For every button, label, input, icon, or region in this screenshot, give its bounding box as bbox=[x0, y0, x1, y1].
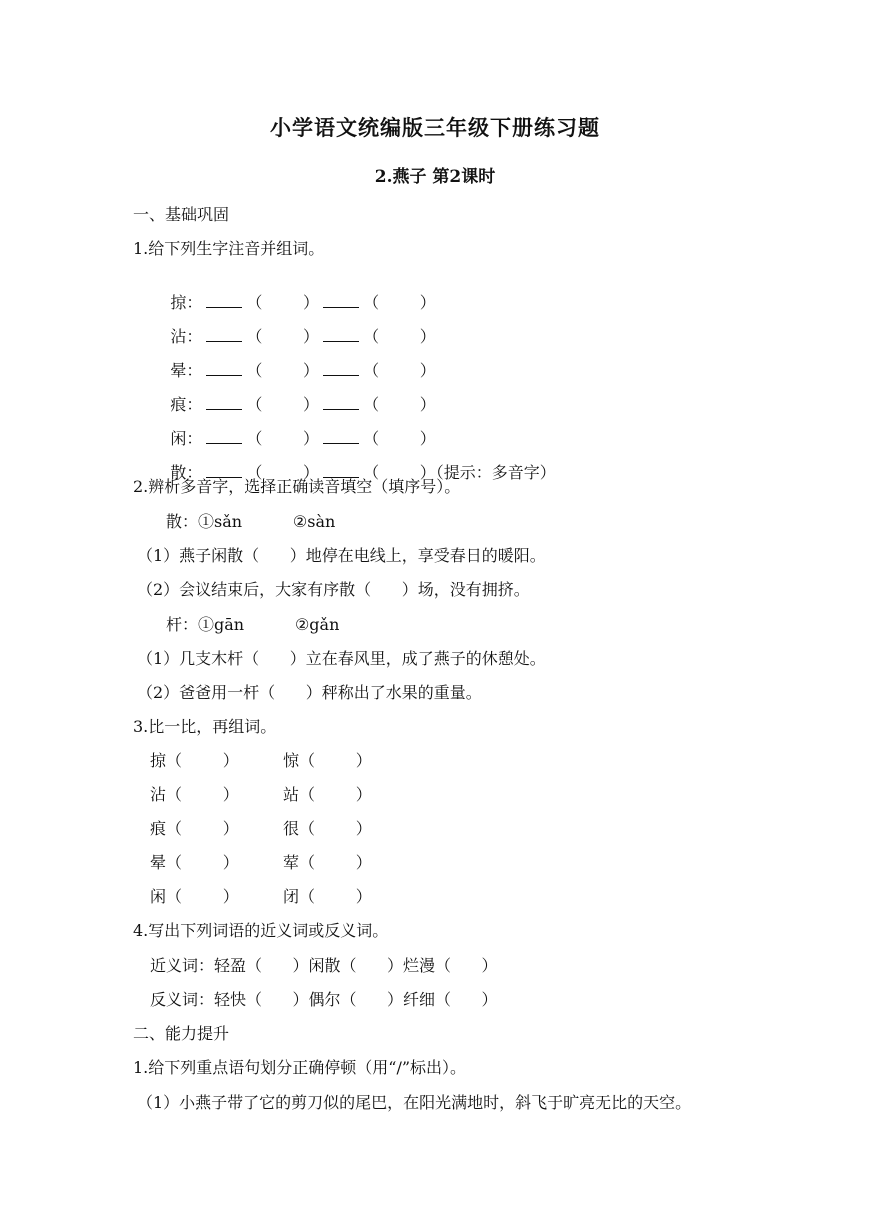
compare-item-right[interactable]: 荤（ ） bbox=[283, 853, 372, 872]
pinyin-blank[interactable] bbox=[323, 293, 359, 308]
paren-blank[interactable]: （ ） bbox=[363, 429, 436, 448]
paren-blank[interactable]: （ ） bbox=[246, 293, 320, 312]
compare-item-left[interactable]: 沾（ ） bbox=[150, 785, 239, 804]
pause-sentence-1[interactable]: （1）小燕子带了它的剪刀似的尾巴，在阳光满地时，斜飞于旷亮无比的天空。 bbox=[137, 1093, 692, 1112]
pinyin-blank[interactable] bbox=[206, 463, 242, 478]
row-char: 晕： bbox=[170, 361, 203, 380]
antonym-row[interactable]: 反义词：轻快（ ）偶尔（ ）纤细（ ） bbox=[150, 990, 498, 1009]
san-sentence-2[interactable]: （2）会议结束后，大家有序散（ ）场，没有拥挤。 bbox=[137, 580, 530, 599]
paren-blank[interactable]: （ ） bbox=[246, 395, 320, 414]
paren-blank[interactable]: （ ） bbox=[363, 463, 436, 482]
page-title: 小学语文统编版三年级下册练习题 bbox=[270, 115, 600, 140]
pinyin-blank[interactable] bbox=[206, 395, 242, 410]
section-heading-basics: 一、基础巩固 bbox=[133, 205, 230, 224]
question-1-prompt: 1.给下列生字注音并组词。 bbox=[133, 239, 325, 258]
compare-item-right[interactable]: 闭（ ） bbox=[283, 887, 372, 906]
pause-question-prompt: 1.给下列重点语句划分正确停顿（用“/”标出）。 bbox=[133, 1058, 467, 1077]
paren-blank[interactable]: （ ） bbox=[363, 327, 436, 346]
compare-item-left[interactable]: 掠（ ） bbox=[150, 751, 239, 770]
compare-item-right[interactable]: 很（ ） bbox=[283, 819, 372, 838]
pinyin-blank[interactable] bbox=[206, 327, 242, 342]
paren-blank[interactable]: （ ） bbox=[363, 293, 436, 312]
compare-item-left[interactable]: 闲（ ） bbox=[150, 887, 239, 906]
pinyin-blank[interactable] bbox=[206, 429, 242, 444]
san-readings: 散：①sǎn ②sàn bbox=[166, 512, 336, 531]
compare-item-right[interactable]: 站（ ） bbox=[283, 785, 372, 804]
pinyin-blank[interactable] bbox=[323, 463, 359, 478]
pinyin-blank[interactable] bbox=[323, 429, 359, 444]
row-char: 掠： bbox=[170, 293, 203, 312]
row-char: 沾： bbox=[170, 327, 203, 346]
gan-sentence-2[interactable]: （2）爸爸用一杆（ ）秤称出了水果的重量。 bbox=[137, 683, 482, 702]
paren-blank[interactable]: （ ） bbox=[246, 361, 320, 380]
section-heading-ability: 二、能力提升 bbox=[133, 1024, 230, 1043]
gan-sentence-1[interactable]: （1）几支木杆（ ）立在春风里，成了燕子的休憩处。 bbox=[137, 649, 546, 668]
pinyin-blank[interactable] bbox=[323, 327, 359, 342]
pinyin-blank[interactable] bbox=[206, 293, 242, 308]
san-sentence-1[interactable]: （1）燕子闲散（ ）地停在电线上，享受春日的暖阳。 bbox=[137, 546, 546, 565]
compare-item-right[interactable]: 惊（ ） bbox=[283, 751, 372, 770]
hint-note: （提示：多音字） bbox=[435, 463, 556, 482]
gan-readings: 杆：①gān ②gǎn bbox=[166, 615, 340, 634]
lesson-subtitle: 2.燕子 第2课时 bbox=[374, 167, 496, 187]
row-char: 闲： bbox=[170, 429, 203, 448]
compare-item-left[interactable]: 痕（ ） bbox=[150, 819, 239, 838]
paren-blank[interactable]: （ ） bbox=[363, 361, 436, 380]
pinyin-blank[interactable] bbox=[323, 395, 359, 410]
paren-blank[interactable]: （ ） bbox=[363, 395, 436, 414]
question-4-prompt: 4.写出下列词语的近义词或反义词。 bbox=[133, 921, 389, 940]
paren-blank[interactable]: （ ） bbox=[246, 463, 320, 482]
question-3-prompt: 3.比一比，再组词。 bbox=[133, 717, 277, 736]
question-2-prompt: 2.辨析多音字，选择正确读音填空（填序号）。 bbox=[133, 477, 461, 496]
pinyin-blank[interactable] bbox=[206, 361, 242, 376]
synonym-row[interactable]: 近义词：轻盈（ ）闲散（ ）烂漫（ ） bbox=[150, 956, 498, 975]
paren-blank[interactable]: （ ） bbox=[246, 327, 320, 346]
row-char: 散： bbox=[170, 463, 203, 482]
pinyin-blank[interactable] bbox=[323, 361, 359, 376]
compare-item-left[interactable]: 晕（ ） bbox=[150, 853, 239, 872]
paren-blank[interactable]: （ ） bbox=[246, 429, 320, 448]
row-char: 痕： bbox=[170, 395, 203, 414]
